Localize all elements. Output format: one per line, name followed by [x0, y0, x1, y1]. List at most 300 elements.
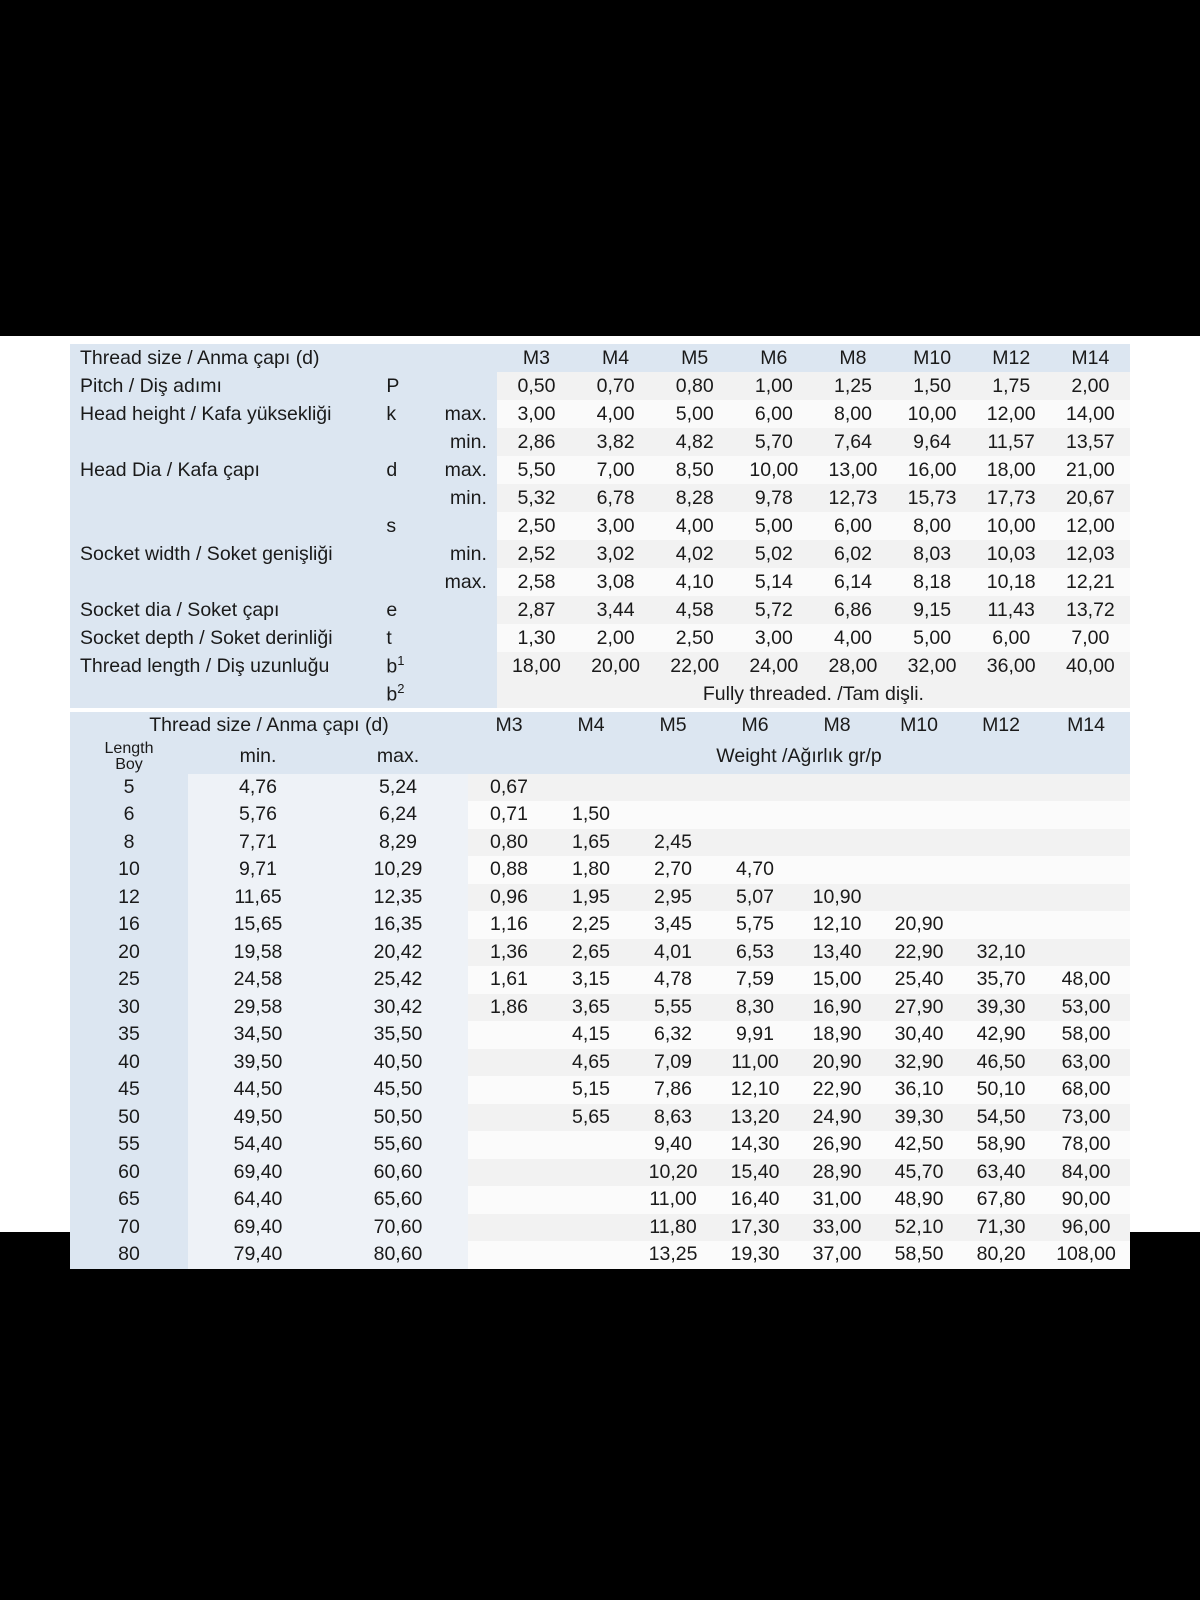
weight-value: 9,91 — [714, 1021, 796, 1049]
length-value: 80 — [70, 1241, 188, 1269]
weight-value — [878, 774, 960, 802]
weight-value: 71,30 — [960, 1214, 1042, 1242]
min-value: 54,40 — [188, 1131, 328, 1159]
row-label — [70, 484, 382, 512]
row-symbol: k — [382, 400, 426, 428]
weight-value: 5,07 — [714, 884, 796, 912]
value-cell: 6,02 — [813, 540, 892, 568]
fully-threaded-note: Fully threaded. /Tam dişli. — [497, 680, 1130, 708]
thread-size-header: Thread size / Anma çapı (d) — [70, 344, 497, 372]
weight-value — [796, 774, 878, 802]
weight-value — [1042, 884, 1130, 912]
weight-value: 52,10 — [878, 1214, 960, 1242]
weight-value — [796, 829, 878, 857]
weight-value: 1,86 — [468, 994, 550, 1022]
weight-value: 50,10 — [960, 1076, 1042, 1104]
weight-value: 5,15 — [550, 1076, 632, 1104]
table-row — [70, 1186, 1130, 1214]
value-cell: 5,00 — [734, 512, 813, 540]
value-cell: 4,00 — [813, 624, 892, 652]
value-cell: 4,10 — [655, 568, 734, 596]
table-row — [70, 484, 1130, 512]
weight-value: 22,90 — [878, 939, 960, 967]
table-row — [70, 884, 1130, 912]
weight-value: 0,80 — [468, 829, 550, 857]
row-symbol — [382, 428, 426, 456]
weight-value: 12,10 — [796, 911, 878, 939]
weight-value: 16,40 — [714, 1186, 796, 1214]
weight-value: 6,32 — [632, 1021, 714, 1049]
weight-value: 15,40 — [714, 1159, 796, 1187]
value-cell: 40,00 — [1051, 652, 1130, 680]
weight-value: 9,40 — [632, 1131, 714, 1159]
value-cell: 2,86 — [497, 428, 576, 456]
weight-value — [468, 1131, 550, 1159]
size-header-M6: M6 — [714, 712, 796, 740]
table2-header-row — [70, 712, 1130, 740]
value-cell: 2,87 — [497, 596, 576, 624]
min-value: 34,50 — [188, 1021, 328, 1049]
row-symbol: P — [382, 372, 426, 400]
weight-value — [468, 1076, 550, 1104]
weight-value — [550, 1186, 632, 1214]
size-header-M10: M10 — [893, 344, 972, 372]
table-row — [70, 994, 1130, 1022]
row-minmax: min. — [426, 484, 497, 512]
value-cell: 4,82 — [655, 428, 734, 456]
row-symbol — [382, 540, 426, 568]
weight-value — [796, 856, 878, 884]
row-minmax: min. — [426, 428, 497, 456]
max-value: 6,24 — [328, 801, 468, 829]
size-header-M14: M14 — [1042, 712, 1130, 740]
weight-value: 42,50 — [878, 1131, 960, 1159]
weight-value: 3,15 — [550, 966, 632, 994]
row-label: Socket width / Soket genişliği — [70, 540, 382, 568]
max-value: 5,24 — [328, 774, 468, 802]
weight-value: 96,00 — [1042, 1214, 1130, 1242]
weight-value — [878, 801, 960, 829]
value-cell: 5,32 — [497, 484, 576, 512]
value-cell: 5,70 — [734, 428, 813, 456]
weight-value: 48,90 — [878, 1186, 960, 1214]
weight-value: 42,90 — [960, 1021, 1042, 1049]
weight-value: 22,90 — [796, 1076, 878, 1104]
value-cell: 8,50 — [655, 456, 734, 484]
row-minmax-empty — [426, 680, 497, 708]
max-value: 60,60 — [328, 1159, 468, 1187]
weight-value: 11,00 — [632, 1186, 714, 1214]
table-row — [70, 1159, 1130, 1187]
value-cell: 21,00 — [1051, 456, 1130, 484]
min-value: 15,65 — [188, 911, 328, 939]
value-cell: 12,21 — [1051, 568, 1130, 596]
value-cell: 5,00 — [655, 400, 734, 428]
size-header-M8: M8 — [796, 712, 878, 740]
weight-value: 32,90 — [878, 1049, 960, 1077]
min-value: 7,71 — [188, 829, 328, 857]
weight-value: 35,70 — [960, 966, 1042, 994]
value-cell: 2,00 — [576, 624, 655, 652]
value-cell: 2,58 — [497, 568, 576, 596]
weight-value: 0,71 — [468, 801, 550, 829]
weight-value — [878, 829, 960, 857]
row-label: Socket depth / Soket derinliği — [70, 624, 382, 652]
value-cell: 1,50 — [893, 372, 972, 400]
weight-value: 13,40 — [796, 939, 878, 967]
value-cell: 1,75 — [972, 372, 1051, 400]
weight-value: 4,78 — [632, 966, 714, 994]
value-cell: 10,00 — [893, 400, 972, 428]
weight-value — [468, 1159, 550, 1187]
weight-value: 10,90 — [796, 884, 878, 912]
value-cell: 5,14 — [734, 568, 813, 596]
value-cell: 18,00 — [497, 652, 576, 680]
value-cell: 6,00 — [734, 400, 813, 428]
weight-value: 8,63 — [632, 1104, 714, 1132]
length-value: 12 — [70, 884, 188, 912]
min-value: 69,40 — [188, 1214, 328, 1242]
weight-value: 25,40 — [878, 966, 960, 994]
value-cell: 8,00 — [893, 512, 972, 540]
value-cell: 9,15 — [893, 596, 972, 624]
weight-value: 1,50 — [550, 801, 632, 829]
weight-value: 4,65 — [550, 1049, 632, 1077]
value-cell: 36,00 — [972, 652, 1051, 680]
table2-subheader-row — [70, 740, 1130, 774]
row-label — [70, 428, 382, 456]
weight-value: 33,00 — [796, 1214, 878, 1242]
value-cell: 6,78 — [576, 484, 655, 512]
value-cell: 12,00 — [972, 400, 1051, 428]
length-value: 30 — [70, 994, 188, 1022]
length-value: 70 — [70, 1214, 188, 1242]
weight-value: 5,75 — [714, 911, 796, 939]
weight-value — [550, 1159, 632, 1187]
value-cell: 7,00 — [576, 456, 655, 484]
length-value: 40 — [70, 1049, 188, 1077]
row-minmax — [426, 372, 497, 400]
table-row — [70, 568, 1130, 596]
table-row — [70, 372, 1130, 400]
size-header-M5: M5 — [655, 344, 734, 372]
weight-value: 14,30 — [714, 1131, 796, 1159]
weight-value — [468, 1241, 550, 1269]
max-value: 12,35 — [328, 884, 468, 912]
value-cell: 7,00 — [1051, 624, 1130, 652]
weight-value: 18,90 — [796, 1021, 878, 1049]
min-value: 5,76 — [188, 801, 328, 829]
min-value: 11,65 — [188, 884, 328, 912]
min-value: 19,58 — [188, 939, 328, 967]
weight-value: 37,00 — [796, 1241, 878, 1269]
value-cell: 4,00 — [576, 400, 655, 428]
weight-value: 5,55 — [632, 994, 714, 1022]
length-value: 5 — [70, 774, 188, 802]
table-row — [70, 939, 1130, 967]
weight-value: 2,95 — [632, 884, 714, 912]
value-cell: 5,00 — [893, 624, 972, 652]
row-minmax — [426, 652, 497, 680]
weight-value: 0,67 — [468, 774, 550, 802]
row-minmax: max. — [426, 568, 497, 596]
weight-value — [632, 774, 714, 802]
weight-value — [878, 856, 960, 884]
weight-value — [714, 829, 796, 857]
weight-value: 16,90 — [796, 994, 878, 1022]
weight-value: 58,00 — [1042, 1021, 1130, 1049]
table-row — [70, 1021, 1130, 1049]
length-value: 60 — [70, 1159, 188, 1187]
min-value: 29,58 — [188, 994, 328, 1022]
weight-value: 1,36 — [468, 939, 550, 967]
length-value: 25 — [70, 966, 188, 994]
weight-value — [960, 801, 1042, 829]
weight-value: 4,01 — [632, 939, 714, 967]
length-value: 6 — [70, 801, 188, 829]
value-cell: 3,02 — [576, 540, 655, 568]
weight-value: 7,86 — [632, 1076, 714, 1104]
size-header-M3: M3 — [468, 712, 550, 740]
value-cell: 9,78 — [734, 484, 813, 512]
row-label: Head Dia / Kafa çapı — [70, 456, 382, 484]
max-value: 45,50 — [328, 1076, 468, 1104]
min-value: 9,71 — [188, 856, 328, 884]
weight-value — [550, 1214, 632, 1242]
value-cell: 3,00 — [734, 624, 813, 652]
max-value: 30,42 — [328, 994, 468, 1022]
table-row — [70, 596, 1130, 624]
value-cell: 1,00 — [734, 372, 813, 400]
value-cell: 6,00 — [813, 512, 892, 540]
row-symbol: d — [382, 456, 426, 484]
weight-header: Weight /Ağırlık gr/p — [468, 740, 1130, 774]
table-row — [70, 1049, 1130, 1077]
weight-value: 28,90 — [796, 1159, 878, 1187]
max-value: 8,29 — [328, 829, 468, 857]
weight-value: 36,10 — [878, 1076, 960, 1104]
row-label: Socket dia / Soket çapı — [70, 596, 382, 624]
max-value: 25,42 — [328, 966, 468, 994]
weight-value: 27,90 — [878, 994, 960, 1022]
weight-value — [1042, 856, 1130, 884]
value-cell: 15,73 — [893, 484, 972, 512]
value-cell: 4,02 — [655, 540, 734, 568]
table-row — [70, 1104, 1130, 1132]
weight-value: 54,50 — [960, 1104, 1042, 1132]
value-cell: 17,73 — [972, 484, 1051, 512]
min-value: 44,50 — [188, 1076, 328, 1104]
weight-value: 1,80 — [550, 856, 632, 884]
value-cell: 3,44 — [576, 596, 655, 624]
value-cell: 2,50 — [655, 624, 734, 652]
value-cell: 20,00 — [576, 652, 655, 680]
size-header-M8: M8 — [813, 344, 892, 372]
weight-value — [1042, 939, 1130, 967]
value-cell: 2,52 — [497, 540, 576, 568]
value-cell: 12,73 — [813, 484, 892, 512]
max-value: 80,60 — [328, 1241, 468, 1269]
weight-value: 2,45 — [632, 829, 714, 857]
weight-value: 7,59 — [714, 966, 796, 994]
length-value: 8 — [70, 829, 188, 857]
value-cell: 6,00 — [972, 624, 1051, 652]
weight-value — [714, 774, 796, 802]
weight-value: 78,00 — [1042, 1131, 1130, 1159]
weight-value: 63,00 — [1042, 1049, 1130, 1077]
weight-value: 31,00 — [796, 1186, 878, 1214]
row-symbol: $b^2$ — [382, 680, 426, 708]
weight-value: 0,88 — [468, 856, 550, 884]
max-value: 10,29 — [328, 856, 468, 884]
value-cell: 3,08 — [576, 568, 655, 596]
weight-value — [468, 1049, 550, 1077]
weight-value: 8,30 — [714, 994, 796, 1022]
value-cell: 6,86 — [813, 596, 892, 624]
weight-value — [960, 884, 1042, 912]
table-row — [70, 624, 1130, 652]
weight-value: 1,16 — [468, 911, 550, 939]
row-label: Head height / Kafa yüksekliği — [70, 400, 382, 428]
value-cell: 8,00 — [813, 400, 892, 428]
weight-value: 80,20 — [960, 1241, 1042, 1269]
value-cell: 3,00 — [497, 400, 576, 428]
row-label — [70, 568, 382, 596]
row-minmax — [426, 512, 497, 540]
weight-value: 5,65 — [550, 1104, 632, 1132]
value-cell: 3,00 — [576, 512, 655, 540]
length-value: 35 — [70, 1021, 188, 1049]
value-cell: 13,72 — [1051, 596, 1130, 624]
row-symbol — [382, 568, 426, 596]
value-cell: 4,58 — [655, 596, 734, 624]
length-value: 50 — [70, 1104, 188, 1132]
value-cell: 11,57 — [972, 428, 1051, 456]
weight-value: 13,25 — [632, 1241, 714, 1269]
length-value: 20 — [70, 939, 188, 967]
min-value: 79,40 — [188, 1241, 328, 1269]
min-header: min. — [188, 740, 328, 774]
value-cell: 10,00 — [972, 512, 1051, 540]
weight-value: 3,65 — [550, 994, 632, 1022]
value-cell: 0,70 — [576, 372, 655, 400]
document-page — [0, 336, 1200, 1266]
table-row — [70, 774, 1130, 802]
weight-value: 4,15 — [550, 1021, 632, 1049]
value-cell: 14,00 — [1051, 400, 1130, 428]
value-cell: 24,00 — [734, 652, 813, 680]
value-cell: 32,00 — [893, 652, 972, 680]
weight-value — [960, 856, 1042, 884]
weight-value: 39,30 — [960, 994, 1042, 1022]
weight-value — [796, 801, 878, 829]
size-header-M12: M12 — [972, 344, 1051, 372]
max-value: 16,35 — [328, 911, 468, 939]
row-minmax — [426, 624, 497, 652]
weight-value: 32,10 — [960, 939, 1042, 967]
weight-value — [1042, 774, 1130, 802]
value-cell: 8,18 — [893, 568, 972, 596]
weight-value: 20,90 — [878, 911, 960, 939]
table-row — [70, 512, 1130, 540]
weight-value — [468, 1021, 550, 1049]
value-cell: 13,00 — [813, 456, 892, 484]
weight-value — [1042, 911, 1130, 939]
dimensions-table — [70, 344, 1130, 708]
weights-table — [70, 712, 1130, 1269]
table-row — [70, 801, 1130, 829]
size-header-M10: M10 — [878, 712, 960, 740]
weight-value — [960, 829, 1042, 857]
length-value: 10 — [70, 856, 188, 884]
value-cell: 2,00 — [1051, 372, 1130, 400]
weight-value: 63,40 — [960, 1159, 1042, 1187]
value-cell: 6,14 — [813, 568, 892, 596]
weight-value: 48,00 — [1042, 966, 1130, 994]
value-cell: 7,64 — [813, 428, 892, 456]
weight-value: 67,80 — [960, 1186, 1042, 1214]
row-symbol: t — [382, 624, 426, 652]
value-cell: 9,64 — [893, 428, 972, 456]
min-value: 64,40 — [188, 1186, 328, 1214]
max-value: 40,50 — [328, 1049, 468, 1077]
size-header-M4: M4 — [550, 712, 632, 740]
row-label: Thread length / Diş uzunluğu — [70, 652, 382, 680]
value-cell: 3,82 — [576, 428, 655, 456]
table-row — [70, 911, 1130, 939]
length-value: 16 — [70, 911, 188, 939]
weight-value: 20,90 — [796, 1049, 878, 1077]
weight-value — [550, 774, 632, 802]
weight-value: 7,09 — [632, 1049, 714, 1077]
value-cell: 2,50 — [497, 512, 576, 540]
value-cell: 10,03 — [972, 540, 1051, 568]
weight-value: 73,00 — [1042, 1104, 1130, 1132]
value-cell: 0,50 — [497, 372, 576, 400]
value-cell: 12,00 — [1051, 512, 1130, 540]
table-row — [70, 428, 1130, 456]
value-cell: 28,00 — [813, 652, 892, 680]
weight-value: 68,00 — [1042, 1076, 1130, 1104]
row-minmax: max. — [426, 400, 497, 428]
max-value: 35,50 — [328, 1021, 468, 1049]
min-value: 69,40 — [188, 1159, 328, 1187]
value-cell: 13,57 — [1051, 428, 1130, 456]
weight-value: 39,30 — [878, 1104, 960, 1132]
table-row — [70, 456, 1130, 484]
value-cell: 5,50 — [497, 456, 576, 484]
table-row — [70, 652, 1130, 680]
weight-value: 0,96 — [468, 884, 550, 912]
weight-value — [960, 774, 1042, 802]
length-value: 55 — [70, 1131, 188, 1159]
weight-value: 11,80 — [632, 1214, 714, 1242]
weight-value: 2,25 — [550, 911, 632, 939]
weight-value: 58,50 — [878, 1241, 960, 1269]
value-cell: 10,00 — [734, 456, 813, 484]
max-header: max. — [328, 740, 468, 774]
value-cell: 8,03 — [893, 540, 972, 568]
weight-value: 17,30 — [714, 1214, 796, 1242]
length-value: 45 — [70, 1076, 188, 1104]
row-label: Pitch / Diş adımı — [70, 372, 382, 400]
weight-value: 46,50 — [960, 1049, 1042, 1077]
value-cell: 5,02 — [734, 540, 813, 568]
weight-value — [468, 1186, 550, 1214]
table-row — [70, 1214, 1130, 1242]
max-value: 55,60 — [328, 1131, 468, 1159]
row-minmax — [426, 596, 497, 624]
